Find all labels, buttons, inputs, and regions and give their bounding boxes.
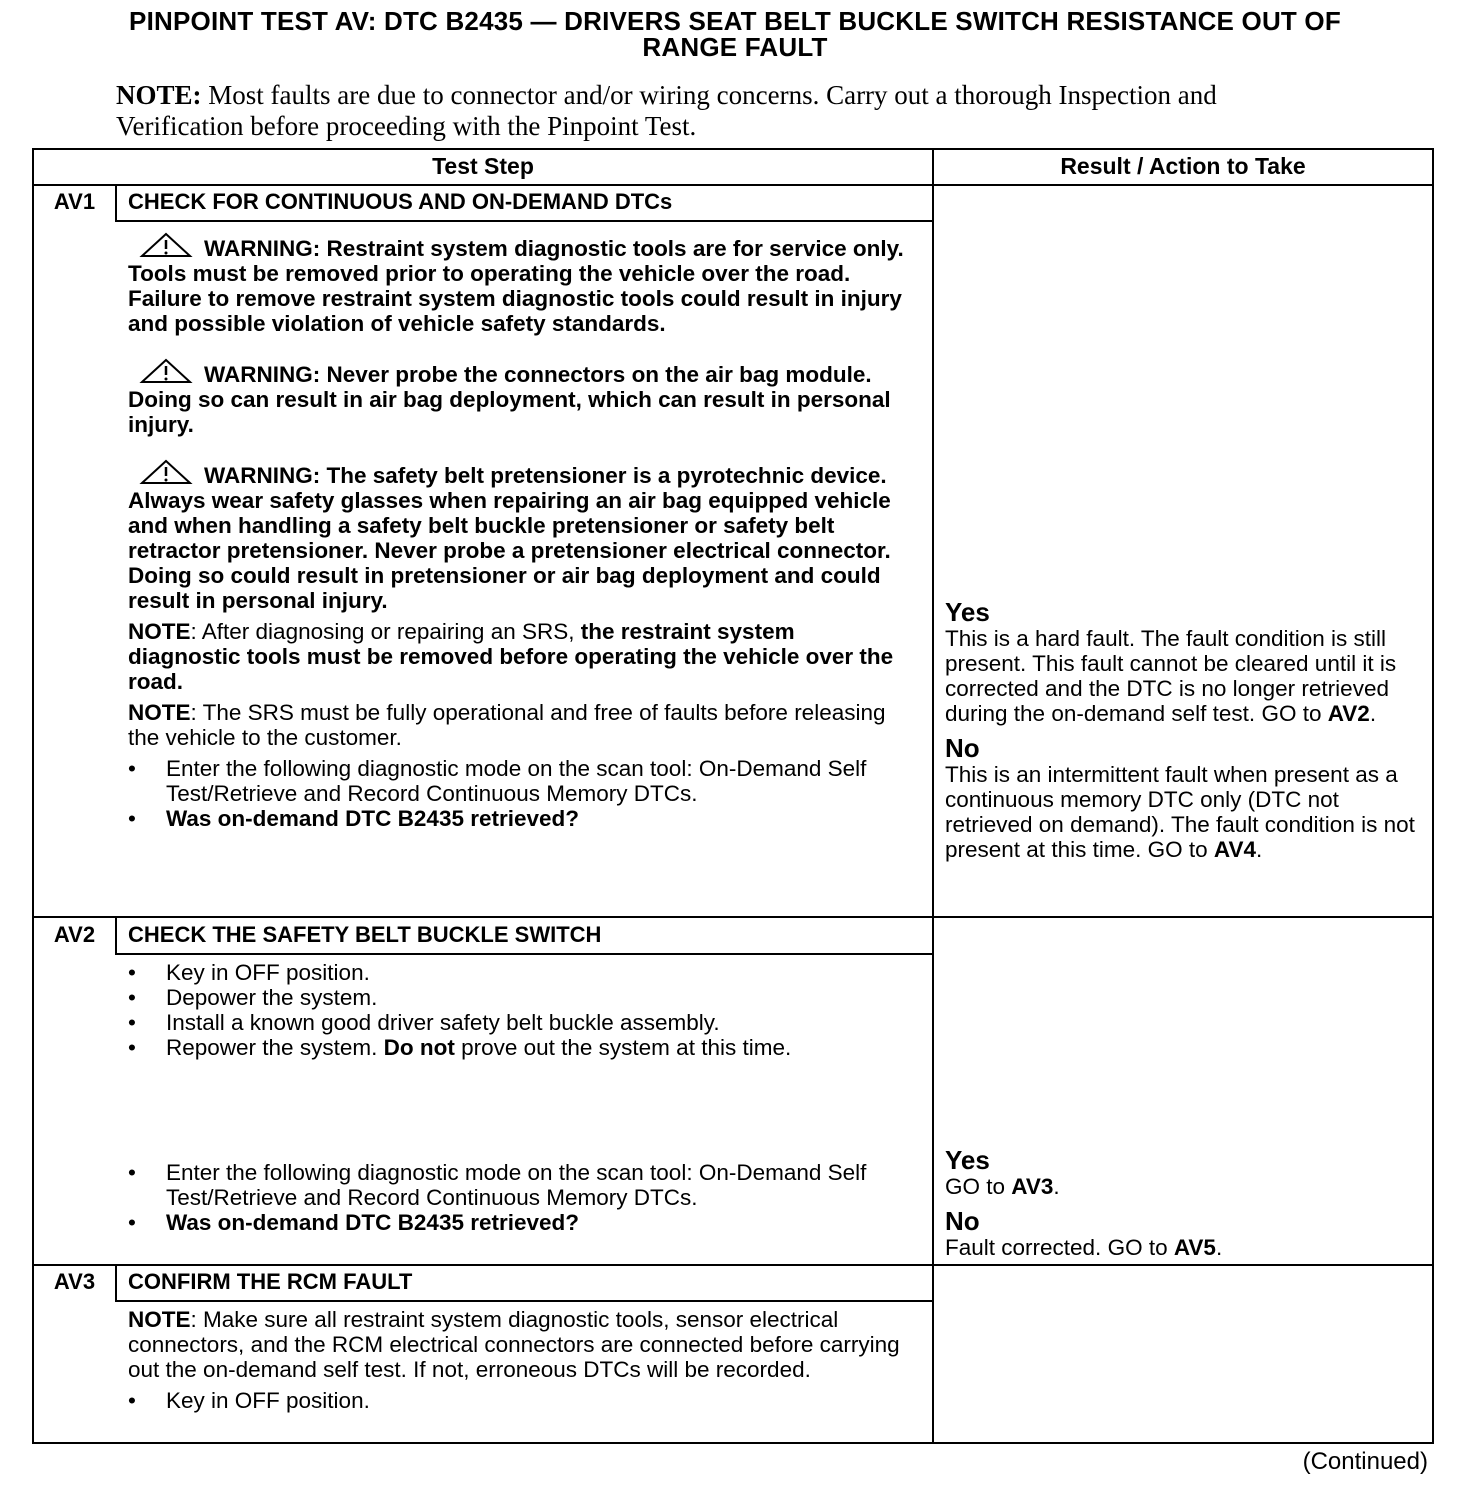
result-yes-label: Yes <box>945 597 990 627</box>
bullet-item: • Enter the following diagnostic mode on the scan tool: On-Demand Self Test/Retrieve and Record Continuous Memory DTCs. <box>128 756 908 806</box>
table-border-left <box>32 148 34 1444</box>
bullet-item <box>128 1035 908 1060</box>
warning-3 <box>128 459 908 613</box>
warning-triangle-icon <box>138 459 194 485</box>
step-number-av3: AV3 <box>53 1269 96 1294</box>
title-underline-av2 <box>115 953 933 955</box>
header-result: Result / Action to Take <box>1060 153 1306 179</box>
result-yes-text: This is a hard fault. The fault condition is still present. This fault cannot be cleared until it is corrected and the DTC is no longer retrieved during the on-demand self test. GO to AV2. <box>945 626 1397 726</box>
title-underline-av3 <box>115 1300 933 1302</box>
row-divider-av3 <box>32 1264 1434 1266</box>
table-border-bottom <box>32 1442 1434 1444</box>
bullet-item: • Key in OFF position. <box>128 1388 908 1413</box>
warning-1 <box>128 232 908 336</box>
bullet-text: prove out the system at this time. <box>454 1035 792 1060</box>
stepnum-divider-av3 <box>115 1264 117 1300</box>
row-divider-av2 <box>32 916 1434 918</box>
intro-note-text: Most faults are due to connector and/or wiring concerns. Carry out a thorough Inspection and Verification before proceeding with the Pinpoint Test. <box>116 80 1217 141</box>
result-yes-text: GO to AV3. <box>945 1174 1060 1199</box>
question-text: Was on-demand DTC B2435 retrieved? <box>166 1210 580 1235</box>
step-body-av3 <box>128 1307 908 1413</box>
result-no-text: Fault corrected. GO to AV5. <box>945 1235 1223 1260</box>
bullet-text: Repower the system. <box>166 1035 384 1060</box>
result-yes-desc: This is a hard fault. The fault condition is still present. This fault cannot be cleared until it is corrected and the DTC is no longer retrieved during the on-demand self test. GO to <box>945 626 1397 726</box>
goto-link-av2[interactable]: AV2 <box>1327 701 1370 726</box>
stepnum-divider-av2 <box>115 916 117 953</box>
bullet-item: • Install a known good driver safety belt buckle assembly. <box>128 1010 908 1035</box>
note-2-text: : The SRS must be fully operational and free of faults before releasing the vehicle to the customer. <box>128 700 886 750</box>
page-title <box>30 8 1440 60</box>
bullet-item: • Key in OFF position. <box>128 960 908 985</box>
goto-link-av5[interactable]: AV5 <box>1173 1235 1216 1260</box>
note-2-label: NOTE <box>128 700 191 725</box>
warning-triangle-icon <box>138 358 194 384</box>
bullet-item: • Enter the following diagnostic mode on the scan tool: On-Demand Self Test/Retrieve and Record Continuous Memory DTCs. <box>128 1160 908 1210</box>
warning-triangle-icon <box>138 232 194 258</box>
result-yes-desc: GO to <box>945 1174 1012 1199</box>
note-av3 <box>128 1307 908 1382</box>
result-no-desc: This is an intermittent fault when present as a continuous memory DTC only (DTC not retrieved on demand). The fault condition is not present at this time. GO to <box>945 762 1415 862</box>
step-number-av1: AV1 <box>53 189 96 214</box>
table-border-right <box>1432 148 1434 1444</box>
continued-label: (Continued) <box>1302 1448 1428 1475</box>
note-label: NOTE <box>128 1307 191 1332</box>
note-1-text: : After diagnosing or repairing an SRS, <box>190 619 581 644</box>
result-no-label: No <box>945 733 980 763</box>
stepnum-divider-av1 <box>115 184 117 220</box>
step-body-av2-part2 <box>128 1160 908 1235</box>
result-av2 <box>945 1146 1429 1260</box>
step-number-av2: AV2 <box>53 922 96 947</box>
question-text: Was on-demand DTC B2435 retrieved? <box>166 806 580 831</box>
intro-note <box>116 80 1346 142</box>
step-body-av2-part1 <box>128 960 908 1060</box>
result-no-label: No <box>945 1206 980 1236</box>
step-body-av1 <box>128 232 908 831</box>
step-title-av1: CHECK FOR CONTINUOUS AND ON-DEMAND DTCs <box>128 189 673 214</box>
title-line-1: PINPOINT TEST AV: DTC B2435 — DRIVERS SEAT BELT BUCKLE SWITCH RESISTANCE OUT OF <box>129 6 1341 36</box>
title-line-2: RANGE FAULT <box>642 32 828 62</box>
intro-note-label: NOTE: <box>116 80 202 110</box>
goto-link-av4[interactable]: AV4 <box>1213 837 1256 862</box>
note-1-bold: the restraint system diagnostic tools must be removed before operating the vehicle over the road. <box>128 619 894 694</box>
header-test-step: Test Step <box>432 153 534 179</box>
column-divider <box>932 148 934 1444</box>
note-2 <box>128 700 908 750</box>
bullet-item <box>128 1210 908 1235</box>
warning-2-text: WARNING: Never probe the connectors on the air bag module. Doing so can result in air bag deployment, which can result in personal injury. <box>128 362 891 437</box>
step-title-av2: CHECK THE SAFETY BELT BUCKLE SWITCH <box>128 922 602 947</box>
title-underline-av1 <box>115 220 933 222</box>
result-av1 <box>945 598 1429 862</box>
warning-3-text: WARNING: The safety belt pretensioner is a pyrotechnic device. Always wear safety glasses when repairing an air bag equipped vehicle and when handling a safety belt buckle pretensioner or safety belt retractor pretensioner. Never probe a pretensioner electrical connector. Doing so could result in pretensioner or air bag deployment and could result in personal injury. <box>128 463 891 613</box>
result-no-desc: Fault corrected. GO to <box>945 1235 1174 1260</box>
note-1-label: NOTE <box>128 619 191 644</box>
warning-1-text: WARNING: Restraint system diagnostic tools are for service only. Tools must be removed prior to operating the vehicle over the road. Failure to remove restraint system diagnostic tools could result in injury and possible violation of vehicle safety standards. <box>128 236 904 336</box>
warning-2 <box>128 358 908 437</box>
note-text: : Make sure all restraint system diagnostic tools, sensor electrical connectors, and the RCM electrical connectors are connected before carrying out the on-demand self test. If not, erroneous DTCs will be recorded. <box>128 1307 900 1382</box>
bullet-item: • Depower the system. <box>128 985 908 1010</box>
table-border-top <box>32 148 1434 150</box>
note-1 <box>128 619 908 694</box>
bullet-bold: Do not <box>383 1035 455 1060</box>
header-divider <box>32 184 1434 186</box>
step-title-av3: CONFIRM THE RCM FAULT <box>128 1269 413 1294</box>
result-yes-label: Yes <box>945 1145 990 1175</box>
result-no-text: This is an intermittent fault when present as a continuous memory DTC only (DTC not retrieved on demand). The fault condition is not present at this time. GO to AV4. <box>945 762 1415 862</box>
goto-link-av3[interactable]: AV3 <box>1011 1174 1054 1199</box>
bullet-item <box>128 806 908 831</box>
